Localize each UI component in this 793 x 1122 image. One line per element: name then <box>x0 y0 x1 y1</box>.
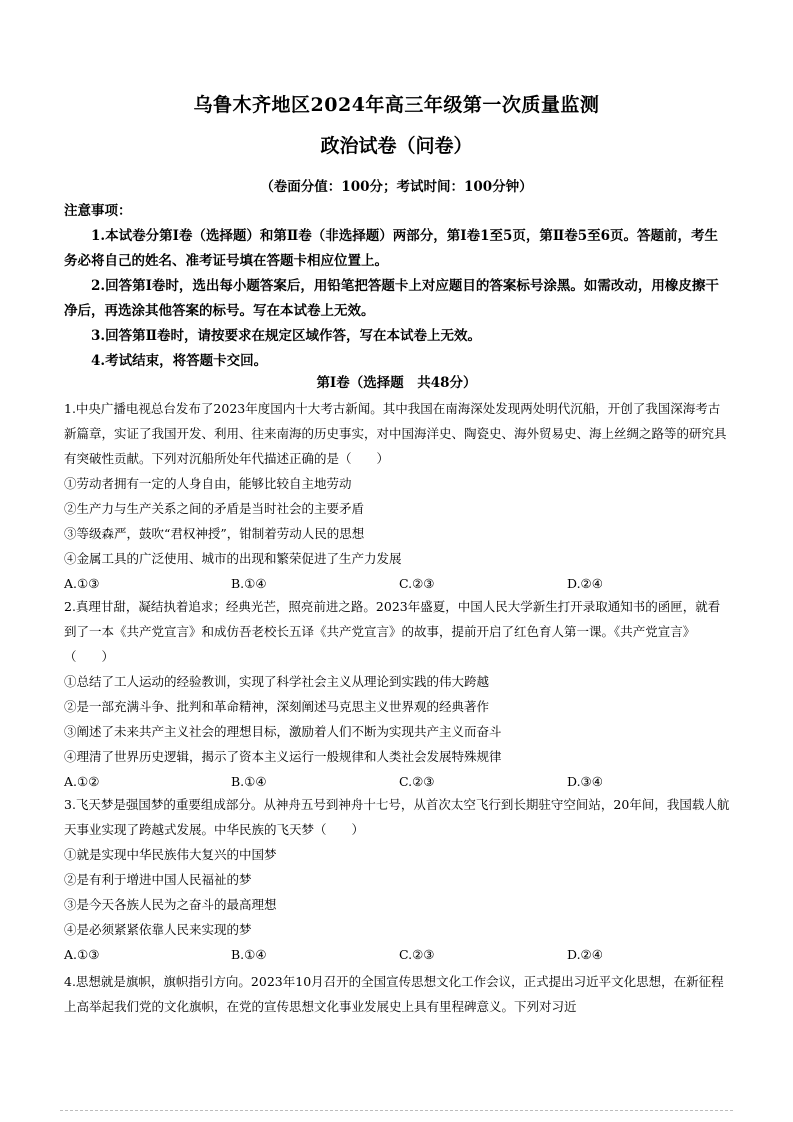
choice-a[interactable]: A.①③ <box>64 947 100 962</box>
page-divider <box>60 1110 733 1111</box>
exam-info: （卷面分值：100分；考试时间：100分钟） <box>260 179 533 195</box>
choice-d[interactable]: D.②④ <box>567 576 603 591</box>
note-item: 1.本试卷分第Ⅰ卷（选择题）和第Ⅱ卷（非选择题）两部分，第Ⅰ卷1至5页，第Ⅱ卷5至6页。答题前，考生务必将自己的姓名、准考证号填在答题卡相应位置上。 <box>64 228 719 269</box>
question-2 <box>64 594 730 794</box>
question-option: ④金属工具的广泛使用、城市的出现和繁荣促进了生产力发展 <box>64 551 402 566</box>
answer-choices <box>64 571 730 596</box>
exam-subtitle: 政治试卷（问卷） <box>320 135 473 157</box>
choice-b[interactable]: B.①④ <box>231 576 267 591</box>
choice-a[interactable]: A.①③ <box>64 576 100 591</box>
question-stem: 3.飞天梦是强国梦的重要组成部分。从神舟五号到神舟十七号，从首次太空飞行到长期驻守空间站，20年间，我国载人航天事业实现了跨越式发展。中华民族的飞天梦（ ） <box>64 797 730 837</box>
note-item: 4.考试结束，将答题卡交回。 <box>91 353 268 369</box>
question-option: ④理清了世界历史逻辑，揭示了资本主义运行一般规律和人类社会发展特殊规律 <box>64 749 502 764</box>
question-option: ②是有利于增进中国人民福祉的梦 <box>64 872 252 887</box>
answer-choices <box>64 769 730 794</box>
exam-title: 乌鲁木齐地区2024年高三年级第一次质量监测 <box>193 94 600 116</box>
question-option: ③阐述了未来共产主义社会的理想目标，激励着人们不断为实现共产主义而奋斗 <box>64 724 502 739</box>
question-stem: 2.真理甘甜，凝结执着追求；经典光芒，照亮前进之路。2023年盛夏，中国人民大学新生打开录取通知书的函匣，就看到了一本《共产党宣言》和成仿吾老校长五译《共产党宣言》的故事，提前开启了红色育人第一课。《共产党宣言》（ ） <box>64 599 721 664</box>
choice-d[interactable]: D.②④ <box>567 947 603 962</box>
choice-c[interactable]: C.②③ <box>399 774 435 789</box>
note-item: 2.回答第Ⅰ卷时，选出每小题答案后，用铅笔把答题卡上对应题目的答案标号涂黑。如需改动，用橡皮擦干净后，再选涂其他答案的标号。写在本试卷上无效。 <box>64 278 719 319</box>
notes-list <box>64 224 730 374</box>
question-option: ②是一部充满斗争、批判和革命精神，深刻阐述马克思主义世界观的经典著作 <box>64 699 490 714</box>
note-item: 3.回答第Ⅱ卷时，请按要求在规定区域作答，写在本试卷上无效。 <box>91 328 481 344</box>
choice-c[interactable]: C.②③ <box>399 576 435 591</box>
choice-b[interactable]: B.①④ <box>231 947 267 962</box>
answer-choices <box>64 942 730 967</box>
section-heading: 第Ⅰ卷（选择题 共48分） <box>316 375 477 391</box>
question-option: ①总结了工人运动的经验教训，实现了科学社会主义从理论到实践的伟大跨越 <box>64 674 490 689</box>
question-option: ②生产力与生产关系之间的矛盾是当时社会的主要矛盾 <box>64 501 365 516</box>
choice-d[interactable]: D.③④ <box>567 774 603 789</box>
question-stem: 1.中央广播电视总台发布了2023年度国内十大考古新闻。其中我国在南海深处发现两处明代沉船，开创了我国深海考古新篇章，实证了我国开发、利用、往来南海的历史事实，对中国海洋史、陶瓷史、海外贸易史、海上丝绸之路等的研究具有突破性贡献。下列对沉船所处年代描述正确的是（ ） <box>64 401 727 466</box>
question-stem: 4.思想就是旗帜，旗帜指引方向。2023年10月召开的全国宣传思想文化工作会议，正式提出习近平文化思想，在新征程上高举起我们党的文化旗帜，在党的宣传思想文化事业发展史上具有里程碑意义。下列对习近 <box>64 974 724 1014</box>
question-3 <box>64 792 730 967</box>
question-option: ③是今天各族人民为之奋斗的最高理想 <box>64 897 277 912</box>
choice-c[interactable]: C.②③ <box>399 947 435 962</box>
question-option: ①劳动者拥有一定的人身自由，能够比较自主地劳动 <box>64 476 352 491</box>
question-option: ④是必须紧紧依靠人民来实现的梦 <box>64 922 252 937</box>
choice-a[interactable]: A.①② <box>64 774 100 789</box>
question-option: ③等级森严，鼓吹“君权神授”，钳制着劳动人民的思想 <box>64 526 365 541</box>
choice-b[interactable]: B.①④ <box>231 774 267 789</box>
notes-heading: 注意事项： <box>64 203 132 219</box>
question-option: ①就是实现中华民族伟大复兴的中国梦 <box>64 847 277 862</box>
question-4 <box>64 969 730 1019</box>
question-1 <box>64 396 730 596</box>
